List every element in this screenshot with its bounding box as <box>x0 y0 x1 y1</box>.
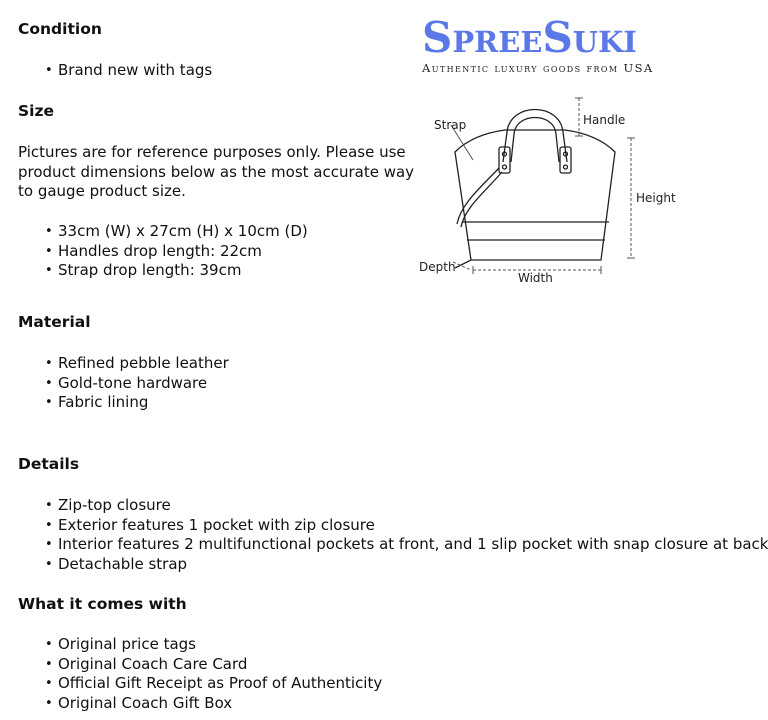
list-item: • Exterior features 1 pocket with zip closure <box>18 516 768 536</box>
comes-with-heading: What it comes with <box>18 595 187 613</box>
brand-tagline: Authentic luxury goods from USA <box>422 61 654 75</box>
handle-label: Handle <box>583 113 626 127</box>
size-heading: Size <box>18 102 55 120</box>
strap-label: Strap <box>434 118 467 132</box>
material-heading: Material <box>18 313 91 331</box>
list-item: • Strap drop length: 39cm <box>18 261 308 281</box>
list-item: • Zip-top closure <box>18 496 768 516</box>
list-item: • Official Gift Receipt as Proof of Authenticity <box>18 674 382 694</box>
list-item: • Refined pebble leather <box>18 354 229 374</box>
condition-heading: Condition <box>18 20 102 38</box>
size-note: Pictures are for reference purposes only. Please use product dimensions below as the most accurate way to gauge product size. <box>18 143 415 200</box>
depth-label: Depth <box>419 260 456 274</box>
details-list <box>18 496 768 574</box>
list-item: • Original Coach Care Card <box>18 655 382 675</box>
handbag-icon <box>455 110 615 269</box>
size-list <box>18 222 308 281</box>
list-item: • Handles drop length: 22cm <box>18 242 308 262</box>
details-heading: Details <box>18 455 80 473</box>
condition-list <box>18 61 212 81</box>
bag-dimensions-diagram <box>415 92 676 292</box>
list-item: • Detachable strap <box>18 555 768 575</box>
width-label: Width <box>518 271 553 285</box>
list-item: • Original Coach Gift Box <box>18 694 382 714</box>
spreesuki-logo <box>422 14 720 75</box>
material-list <box>18 354 229 413</box>
brand-name: SpreeSuki <box>422 13 637 62</box>
comes-with-list <box>18 635 382 713</box>
height-label: Height <box>636 191 676 205</box>
list-item: • Original price tags <box>18 635 382 655</box>
list-item: • Brand new with tags <box>18 61 212 81</box>
list-item: • Gold-tone hardware <box>18 374 229 394</box>
list-item: • 33cm (W) x 27cm (H) x 10cm (D) <box>18 222 308 242</box>
list-item: • Interior features 2 multifunctional pockets at front, and 1 slip pocket with snap closure at back <box>18 535 768 555</box>
list-item: • Fabric lining <box>18 393 229 413</box>
